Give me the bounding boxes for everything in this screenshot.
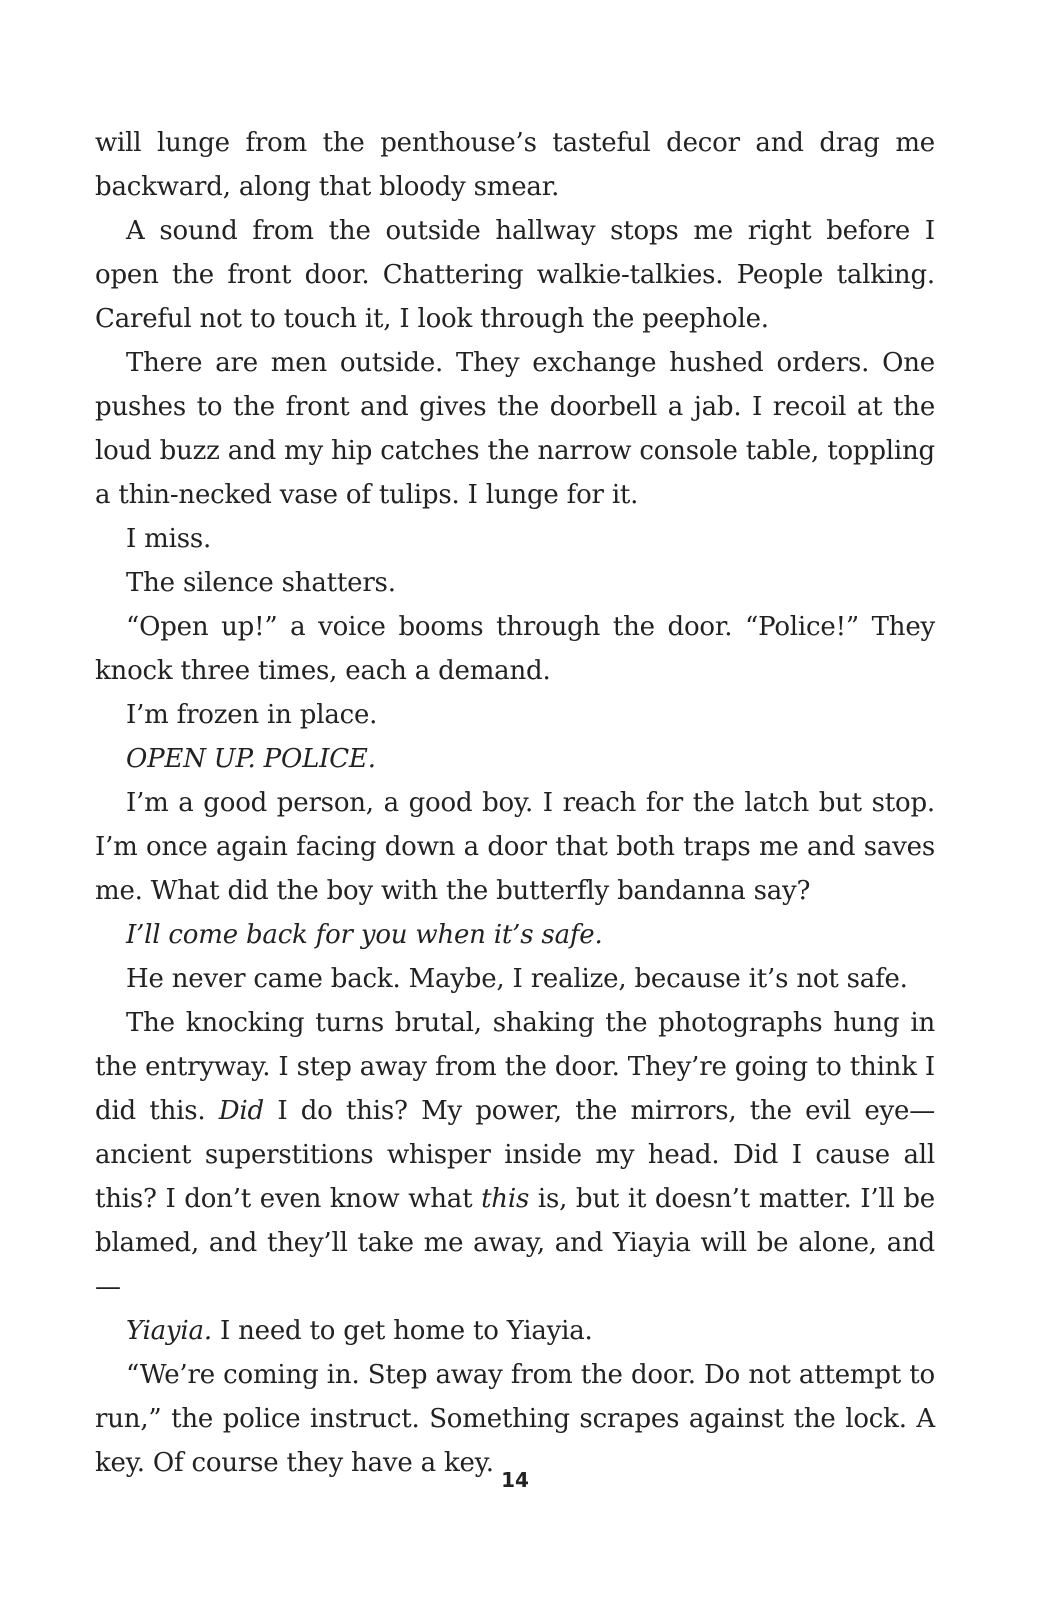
paragraph: I’m frozen in place.: [126, 700, 378, 730]
paragraph: [95, 1001, 935, 1309]
italic-text: this: [481, 1184, 530, 1214]
text-run: I need to get home to Yiayia.: [211, 1316, 593, 1346]
page-body: [95, 121, 935, 1485]
page-number: 14: [501, 1468, 529, 1492]
italic-text: Did: [218, 1096, 264, 1126]
italic-text: OPEN UP. POLICE.: [126, 744, 376, 774]
paragraph: There are men outside. They exchange hushed orders. One pushes to the front and gives the doorbell a jab. I recoil at the loud buzz and my hip catches the narrow console table, toppling a thin-necked vase of tulips. I lunge for it.: [95, 348, 935, 510]
paragraph: “We’re coming in. Step away from the door. Do not attempt to run,” the police instruct. Something scrapes against the lock. A key. Of course they have a key.: [95, 1360, 935, 1478]
paragraph: will lunge from the penthouse’s tasteful decor and drag me backward, along that bloody smear.: [95, 128, 935, 202]
paragraph: [95, 1309, 935, 1353]
paragraph: “Open up!” a voice booms through the door. “Police!” They knock three times, each a demand.: [95, 612, 935, 686]
paragraph: I miss.: [126, 524, 212, 554]
paragraph-italic: [95, 737, 935, 781]
paragraph: The silence shatters.: [126, 568, 396, 598]
paragraph-italic: [95, 913, 935, 957]
paragraph: I’m a good person, a good boy. I reach for the latch but stop. I’m once again facing down a door that both traps me and saves me. What did the boy with the butterfly bandanna say?: [95, 788, 935, 906]
text-run: is, but it doesn’t matter. I’ll be blamed, and they’ll take me away, and Yiayia will be alone, and—: [95, 1184, 935, 1302]
italic-text: I’ll come back for you when it’s safe.: [126, 920, 603, 950]
text-run: I do this? My power, the mirrors, the evil eye—ancient superstitions whisper inside my head. Did I cause all this? I don’t even know what: [95, 1096, 935, 1214]
text-run: The knocking turns brutal, shaking the photographs hung in the entryway. I step away from the door. They’re going to think I did this.: [95, 1008, 935, 1126]
paragraph: A sound from the outside hallway stops me right before I open the front door. Chattering walkie-talkies. People talking. Careful not to touch it, I look through the peephole.: [95, 216, 935, 334]
paragraph: He never came back. Maybe, I realize, because it’s not safe.: [126, 964, 908, 994]
italic-text: Yiayia.: [126, 1316, 212, 1346]
